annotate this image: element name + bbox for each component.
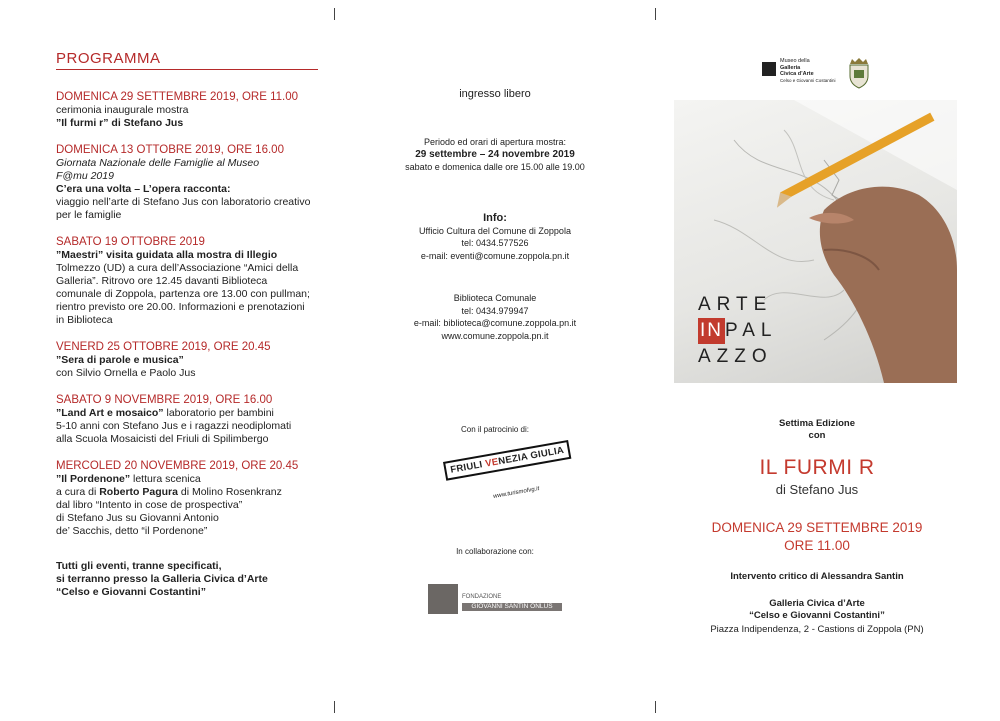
event-line: de’ Sacchis, detto “il Pordenone” xyxy=(56,525,208,537)
event-line-bold: Roberto Pagura xyxy=(99,486,178,498)
program-event xyxy=(56,90,318,130)
event-line-bold: ”Land Art e mosaico” xyxy=(56,407,164,419)
program-event xyxy=(56,340,318,380)
fvg-word-ve: VE xyxy=(484,456,500,470)
event-date: MERCOLED 20 NOVEMBRE 2019, ORE 20.45 xyxy=(56,460,299,472)
fondazione-santin-logo xyxy=(428,584,564,614)
event-line: ”Sera di parole e musica” xyxy=(56,354,184,366)
edizione-label: Settima Edizione xyxy=(778,418,855,429)
event-line: 5-10 anni con Stefano Jus e i ragazzi neodiplomati xyxy=(56,420,292,432)
programma-panel xyxy=(56,52,318,599)
program-event xyxy=(56,235,318,327)
comune-crest-icon xyxy=(846,56,872,90)
crop-mark xyxy=(655,701,656,713)
opening-hour: ORE 11.00 xyxy=(784,538,850,553)
bib-name: Biblioteca Comunale xyxy=(453,293,537,303)
info-email[interactable]: e-mail: eventi@comune.zoppola.pn.it xyxy=(420,250,570,261)
info-office: Ufficio Cultura del Comune di Zoppola xyxy=(419,225,571,236)
venue-note-line: Tutti gli eventi, tranne specificati, xyxy=(56,560,222,572)
bib-email[interactable]: e-mail: biblioteca@comune.zoppola.pn.it xyxy=(413,318,577,328)
friuli-venezia-giulia-logo xyxy=(443,444,565,510)
con-label: con xyxy=(808,430,826,441)
aip-line-2 xyxy=(698,318,778,344)
event-line: con Silvio Ornella e Paolo Jus xyxy=(56,367,196,379)
program-event xyxy=(56,393,318,446)
event-line: ”Maestri” visita guidata alla mostra di Illegio xyxy=(56,249,278,261)
patrocinio-label: Con il patrocinio di: xyxy=(460,425,530,434)
biblioteca-block xyxy=(370,292,620,342)
periodo-hours: sabato e domenica dalle ore 15.00 alle 19.00 xyxy=(405,162,585,172)
event-line: F@mu 2019 xyxy=(56,170,114,182)
crop-mark xyxy=(655,8,656,20)
event-line: Galleria”. Ritrovo ore 12.45 davanti Biblioteca xyxy=(56,275,268,287)
event-line: dal libro “Intento in cose de prospectiva” xyxy=(56,499,243,511)
exhibition-title: IL FURMI R xyxy=(759,456,875,479)
fvg-wordmark xyxy=(443,440,572,481)
program-event xyxy=(56,143,318,222)
event-line: cerimonia inaugurale mostra xyxy=(56,104,189,116)
event-line: ”Il Pordenone” lettura scenica xyxy=(56,473,201,485)
aip-line-1: ARTE xyxy=(698,294,773,315)
info-tel: tel: 0434.577526 xyxy=(461,238,529,248)
event-line: Tolmezzo (UD) a cura dell’Associazione “Amici della xyxy=(56,262,299,274)
event-line: alla Scuola Mosaicisti del Friuli di Spilimbergo xyxy=(56,433,269,445)
event-line: C’era una volta – L’opera racconta: xyxy=(56,183,231,195)
bib-web[interactable]: www.comune.zoppola.pn.it xyxy=(441,330,549,341)
event-line: comunale di Zoppola, partenza ore 13.00 con pullman; xyxy=(56,288,310,300)
aip-in-box: IN xyxy=(698,318,725,344)
event-line: ”Il furmi r” di Stefano Jus xyxy=(56,117,184,129)
galleria-civica-logo xyxy=(762,58,836,88)
event-line: in Biblioteca xyxy=(56,314,113,326)
info-title: Info: xyxy=(483,212,507,224)
event-date: DOMENICA 29 SETTEMBRE 2019, ORE 11.00 xyxy=(56,91,299,103)
intervento-critico: Intervento critico di Alessandra Santin xyxy=(730,571,904,582)
fvg-word-nezia: NEZIA GIULIA xyxy=(497,444,565,468)
ingresso-libero: ingresso libero xyxy=(459,88,531,100)
events-list xyxy=(56,90,318,538)
fondazione-square-icon xyxy=(428,584,458,614)
event-line: ”Land Art e mosaico” laboratorio per bambini xyxy=(56,407,274,419)
event-line: di Stefano Jus su Giovanni Antonio xyxy=(56,512,219,524)
galleria-logo-text: Civica d’Arte xyxy=(780,71,814,77)
bib-tel: tel: 0434.979947 xyxy=(461,305,529,316)
galleria-name: Galleria Civica d’Arte xyxy=(769,598,865,609)
venue-note-line: “Celso e Giovanni Costantini” xyxy=(56,586,206,598)
event-date: VENERD 25 OTTOBRE 2019, ORE 20.45 xyxy=(56,341,271,353)
arte-in-palazzo-logo xyxy=(698,292,778,370)
collaborazione-label: In collaborazione con: xyxy=(456,547,534,556)
exhibition-author: di Stefano Jus xyxy=(775,482,859,497)
crop-mark xyxy=(334,8,335,20)
fondazione-small-text: FONDAZIONE xyxy=(462,594,502,600)
program-event xyxy=(56,459,318,538)
periodo-label: Periodo ed orari di apertura mostra: xyxy=(423,137,567,147)
event-line: rientro previsto ore 20.00. Informazioni e prenotazioni xyxy=(56,301,305,313)
event-date: SABATO 19 OTTOBRE 2019 xyxy=(56,236,205,248)
event-line-bold: ”Il Pordenone” xyxy=(56,473,131,485)
aip-pal: PAL xyxy=(725,320,778,341)
venue-note xyxy=(56,560,318,599)
fvg-url[interactable]: www.turismofvg.it xyxy=(492,485,540,501)
event-line: viaggio nell’arte di Stefano Jus con laboratorio creativo xyxy=(56,196,311,208)
aip-line-3: AZZO xyxy=(698,346,773,367)
galleria-address: Piazza Indipendenza, 2 - Castions di Zoppola (PN) xyxy=(710,624,924,635)
fondazione-name: GIOVANNI SANTIN ONLUS xyxy=(462,603,562,611)
event-line: per le famiglie xyxy=(56,209,122,221)
galleria-logo-text: Celso e Giovanni Costantini xyxy=(780,78,836,83)
fvg-word-friuli: FRIULI xyxy=(449,458,487,476)
periodo-dates: 29 settembre – 24 novembre 2019 xyxy=(415,148,575,160)
event-line: Giornata Nazionale delle Famiglie al Museo xyxy=(56,157,260,169)
galleria-square-icon xyxy=(762,62,776,76)
info-block xyxy=(370,212,620,262)
programma-title: PROGRAMMA xyxy=(56,50,161,67)
galleria-logo-text: Museo della xyxy=(780,58,810,64)
event-date: SABATO 9 NOVEMBRE 2019, ORE 16.00 xyxy=(56,394,273,406)
title-rule xyxy=(56,69,318,70)
event-line: a cura di Roberto Pagura di Molino Rosenkranz xyxy=(56,486,282,498)
crop-mark xyxy=(334,701,335,713)
galleria-name-2: “Celso e Giovanni Costantini” xyxy=(749,610,885,621)
opening-date: DOMENICA 29 SETTEMBRE 2019 xyxy=(711,520,923,535)
drawing-hand-photo xyxy=(674,100,957,383)
venue-note-line: si terranno presso la Galleria Civica d’Arte xyxy=(56,573,268,585)
periodo-block xyxy=(370,136,620,174)
galleria-logo-text: Galleria xyxy=(780,65,801,71)
event-date: DOMENICA 13 OTTOBRE 2019, ORE 16.00 xyxy=(56,144,284,156)
